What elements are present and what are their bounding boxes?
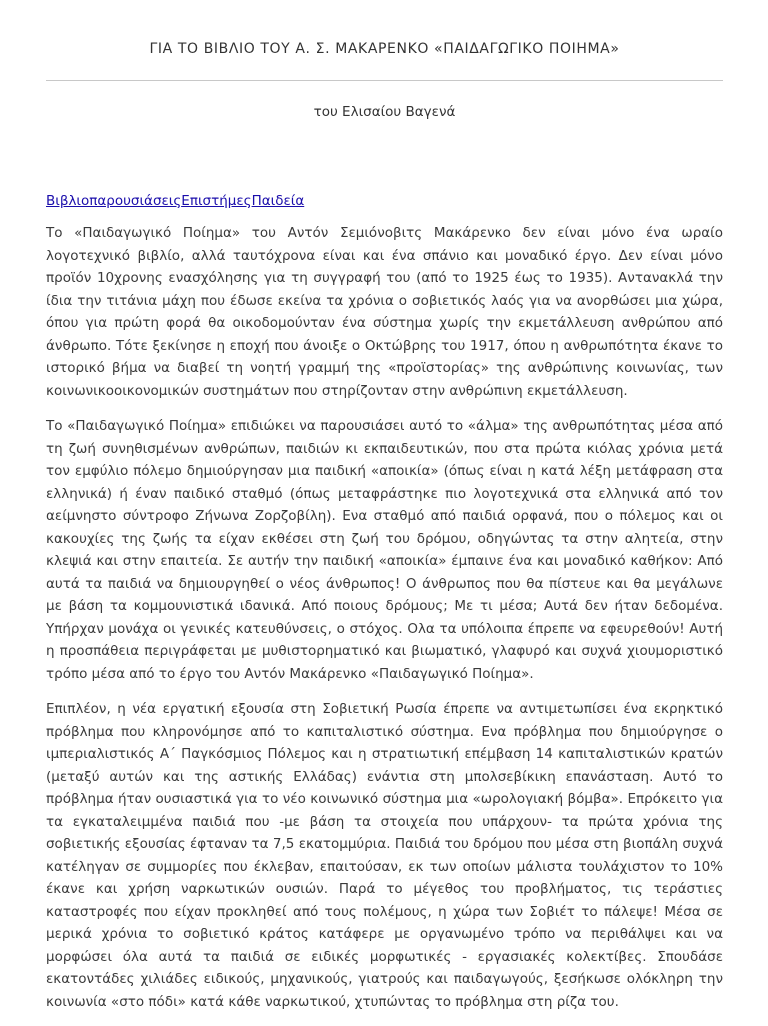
title-divider (46, 80, 723, 81)
tag-link-sciences[interactable]: Επιστήμες (181, 193, 252, 209)
document-title: ΓΙΑ ΤΟ ΒΙΒΛΙΟ ΤΟΥ Α. Σ. ΜΑΚΑΡΕΝΚΟ «ΠΑΙΔΑΓΩΓΙΚΟ ΠΟΙΗΜΑ» (149, 41, 620, 57)
paragraph-2: Το «Παιδαγωγικό Ποίημα» επιδιώκει να παρουσιάσει αυτό το «άλμα» της ανθρωπότητας μέσα από τη ζωή συνηθισμένων ανθρώπων, παιδιών κι εκπαιδευτικών, που στα πρώτα κιόλας χρόνια μετά τον εμφύλιο πόλεμο δημιούργησαν μια παιδική «αποικία» (όπως είναι η κατά λέξη μετάφραση στα ελληνικά) ή έναν παιδικό σταθμό (όπως μεταφράστηκε πιο λογοτεχνικά στα ελληνικά από τον αείμνηστο σύντροφο Ζήνωνα Ζορζοβίλη). Ενα σταθμό από παιδιά ορφανά, που ο πόλεμος και οι κακουχίες της ζωής τα είχαν εκθέσει στη ζωή του δρόμου, οδηγώντας τα στην αλητεία, στην κλεψιά και στην επαιτεία. Σε αυτήν την παιδική «αποικία» έμπαινε ένα και μοναδικό καθήκον: Από αυτά τα παιδιά να δημιουργηθεί ο νέος άνθρωπος! Ο άνθρωπος που θα πίστευε και θα μεγάλωνε με βάση τα κομμουνιστικά ιδανικά. Από ποιους δρόμους; Με τι μέσα; Αυτά δεν ήταν δεδομένα. Υπήρχαν μονάχα οι γενικές κατευθύνσεις, ο στόχος. Ολα τα υπόλοιπα έπρεπε να εφευρεθούν! Αυτή η προσπάθεια περιγράφεται με μυθιστορηματικό και βιωματικό, γλαφυρό και συχνά χιουμοριστικό τρόπο μέσα από το έργο του Αντόν Μακάρενκο «Παιδαγωγικό Ποίημα». (46, 418, 723, 682)
tag-link-education[interactable]: Παιδεία (251, 193, 305, 209)
author-byline: του Ελισαίου Βαγενά (313, 104, 456, 120)
paragraph-3: Επιπλέον, η νέα εργατική εξουσία στη Σοβιετική Ρωσία έπρεπε να αντιμετωπίσει ένα εκρηκτικό πρόβλημα που κληρονόμησε από το καπιταλιστικό σύστημα. Ενα πρόβλημα που δημιούργησε ο ιμπεριαλιστικός Α΄ Παγκόσμιος Πόλεμος και η στρατιωτική επέμβαση 14 καπιταλιστικών κρατών (μεταξύ αυτών και της αστικής Ελλάδας) ενάντια στη μπολσεβίκικη επανάσταση. Αυτό το πρόβλημα ήταν ουσιαστικά για το νέο κοινωνικό σύστημα μια «ωρολογιακή βόμβα». Επρόκειτο για τα εγκαταλειμμένα παιδιά που -με βάση τα στοιχεία που υπάρχουν- τα πρώτα χρόνια της σοβιετικής εξουσίας έφταναν τα 7,5 εκατομμύρια. Παιδιά του δρόμου που μέσα στη βιοπάλη συχνά κατέληγαν σε συμμορίες που έκλεβαν, επαιτούσαν, εκ των οποίων μάλιστα τουλάχιστον το 10% έκανε και χρήση ναρκωτικών ουσιών. Παρά το μέγεθος του προβλήματος, τις τεράστιες καταστροφές που είχαν προκληθεί από τους πολέμους, η χώρα των Σοβιέτ το πάλεψε! Μέσα σε μερικά χρόνια το σοβιετικό κράτος κατάφερε με οργανωμένο τρόπο να περιθάλψει και να μορφώσει όλα αυτά τα παιδιά σε ειδικές μορφωτικές - εργασιακές κολεκτίβες. Σπουδάσε εκατοντάδες χιλιάδες ειδικούς, μηχανικούς, γιατρούς και παιδαγωγούς, ξεσήκωσε ολόκληρη την κοινωνία «στο πόδι» κατά κάθε ναρκωτικού, χτυπώντας το πρόβλημα στη ρίζα του. (46, 701, 723, 1010)
article-body (46, 222, 723, 1026)
category-tags (46, 193, 304, 209)
tag-link-book-reviews[interactable]: Βιβλιοπαρουσιάσεις (46, 193, 182, 209)
paragraph-1: Το «Παιδαγωγικό Ποίημα» του Αντόν Σεμιόνοβιτς Μακάρενκο δεν είναι μόνο ένα ωραίο λογοτεχνικό βιβλίο, αλλά ταυτόχρονα είναι και ένα σπάνιο και μοναδικό έργο. Δεν είναι μόνο προϊόν 10χρονης ενασχόλησης για τη συγγραφή του (από το 1925 έως το 1935). Αντανακλά την ίδια την τιτάνια μάχη που έδωσε εκείνα τα χρόνια ο σοβιετικός λαός για να ανορθώσει μια χώρα, όπου για πρώτη φορά θα οικοδομούνταν ένα σύστημα χωρίς την εκμετάλλευση ανθρώπου από άνθρωπο. Τότε ξεκίνησε η εποχή που άνοιξε ο Οκτώβρης του 1917, όπου η ανθρωπότητα έκανε το ιστορικό βήμα να διαβεί τη νοητή γραμμή της «προϊστορίας» της ανθρώπινης κοινωνίας, των κοινωνικοοικονομικών συστημάτων που στηρίζονταν στην ανθρώπινη εκμετάλλευση. (46, 225, 723, 399)
